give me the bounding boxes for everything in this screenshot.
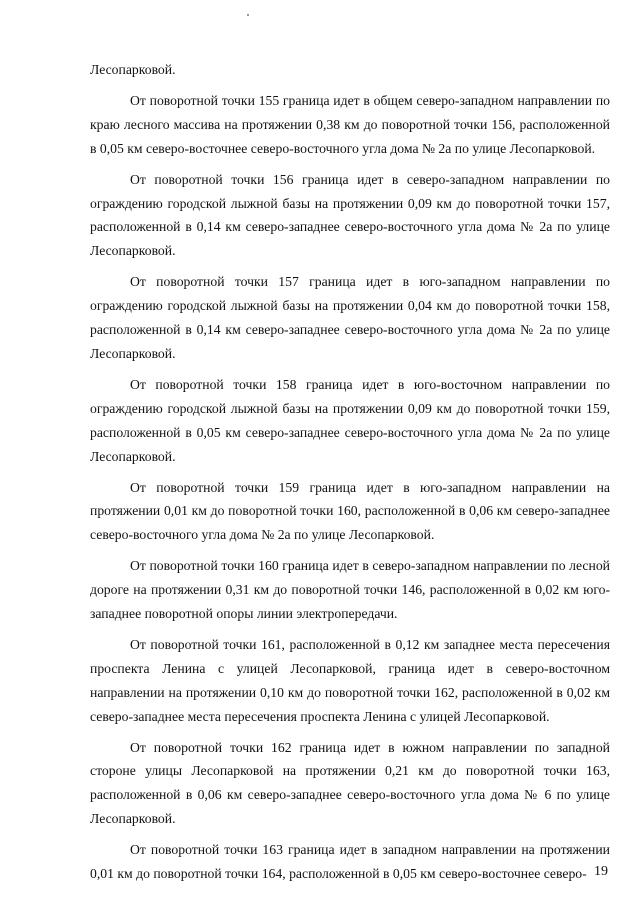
paragraph-point-159: От поворотной точки 159 граница идет в юго-западном направлении на протяжении 0,01 км до поворотной точки 160, расположенной в 0,06 км северо-западнее северо-восточного угла дома № 2а по улице Лесопарковой. (90, 479, 610, 543)
paragraph-point-161: От поворотной точки 161, расположенной в 0,12 км западнее места пересечения проспекта Ленина с улицей Лесопарковой, граница идет в северо-восточном направлении на протяжении 0,10 км до поворотной точки 162, расположенной в 0,02 км северо-западнее места пересечения проспекта Ленина с улицей Лесопарковой. (90, 636, 610, 724)
paragraph-point-155: От поворотной точки 155 граница идет в общем северо-западном направлении по краю лесного массива на протяжении 0,38 км до поворотной точки 156, расположенной в 0,05 км северо-восточнее северо-восточного угла дома № 2а по улице Лесопарковой. (90, 92, 610, 156)
paragraph-point-162: От поворотной точки 162 граница идет в южном направлении по западной стороне улицы Лесопарковой на протяжении 0,21 км до поворотной точки 163, расположенной в 0,06 км северо-западнее северо-восточного угла дома № 6 по улице Лесопарковой. (90, 739, 610, 827)
paragraph-point-158: От поворотной точки 158 граница идет в юго-восточном направлении по ограждению городской лыжной базы на протяжении 0,09 км до поворотной точки 159, расположенной в 0,05 км северо-западнее северо-восточного угла дома № 2а по улице Лесопарковой. (90, 376, 610, 464)
paragraph-point-163: От поворотной точки 163 граница идет в западном направлении на протяжении 0,01 км до поворотной точки 164, расположенной в 0,05 км северо-восточнее северо- (90, 842, 610, 882)
paragraph-point-157: От поворотной точки 157 граница идет в юго-западном направлении по ограждению городской лыжной базы на протяжении 0,04 км до поворотной точки 158, расположенной в 0,14 км северо-западнее северо-восточного угла дома № 2а по улице Лесопарковой. (90, 274, 610, 361)
paragraph-point-160: От поворотной точки 160 граница идет в северо-западном направлении по лесной дороге на протяжении 0,31 км до поворотной точки 146, расположенной в 0,02 км юго-западнее поворотной опоры линии электропередачи. (90, 558, 610, 622)
page-number: 19 (594, 864, 608, 879)
scan-speck (247, 14, 249, 16)
paragraph-continuation: Лесопарковой. (90, 62, 176, 77)
body-text (90, 58, 610, 893)
paragraph-point-156: От поворотной точки 156 граница идет в северо-западном направлении по ограждению городской лыжной базы на протяжении 0,09 км до поворотной точки 157, расположенной в 0,14 км северо-западнее северо-восточного угла дома № 2а по улице Лесопарковой. (90, 171, 610, 259)
